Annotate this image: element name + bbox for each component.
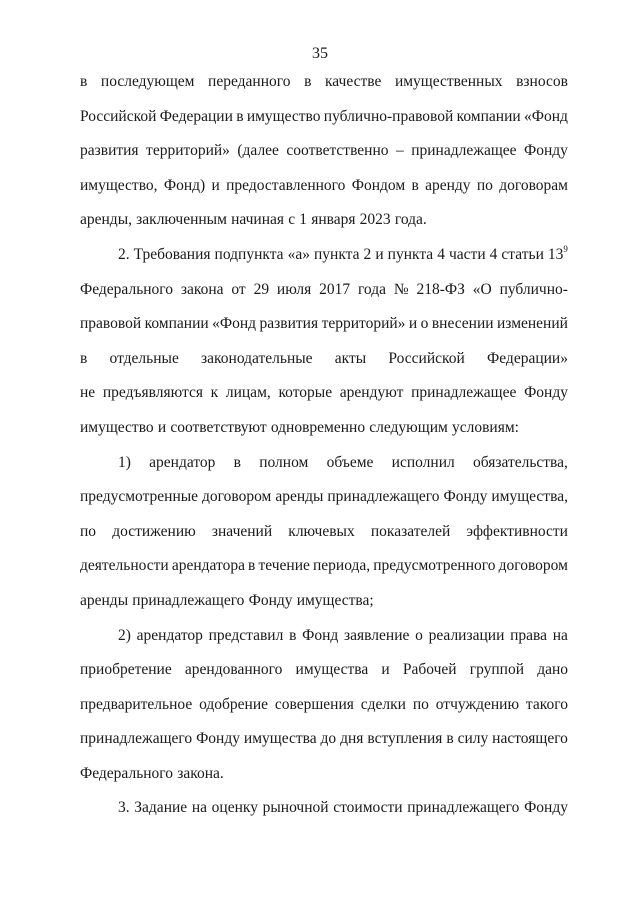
word: Фонду <box>524 142 568 160</box>
word: качестве <box>324 73 382 90</box>
word: принадлежащего <box>80 730 193 748</box>
word: $13^9$ <box>547 243 568 263</box>
word: в <box>80 73 88 90</box>
text-line <box>80 653 568 688</box>
text-line <box>80 342 568 377</box>
page-number: 35 <box>312 45 328 62</box>
word: Фондом <box>351 176 406 194</box>
word: января <box>311 211 356 229</box>
text-line <box>80 619 568 654</box>
word: течение <box>258 557 310 575</box>
word: приобретение <box>80 661 172 679</box>
word: Федерального <box>80 764 174 782</box>
word: достижению <box>112 522 196 540</box>
word: и <box>381 661 390 679</box>
word: силу <box>457 730 489 748</box>
word: по <box>412 695 429 713</box>
word: соответствуют <box>170 418 267 436</box>
word: развития <box>259 315 319 333</box>
word: полном <box>259 453 309 471</box>
word: объеме <box>326 453 374 471</box>
text-line <box>80 411 568 446</box>
word: стоимости <box>333 799 403 817</box>
word: года. <box>394 211 427 229</box>
word: правовой <box>80 315 142 333</box>
word: акты <box>334 349 367 367</box>
word: Фонд) <box>163 176 206 194</box>
word: «О <box>472 280 492 298</box>
word: в <box>289 626 297 644</box>
word: от <box>231 280 246 298</box>
word: настоящего <box>492 730 568 748</box>
word: 1) <box>118 453 131 471</box>
word: публично-правовой <box>323 107 454 125</box>
word: арендатор <box>136 626 203 644</box>
word: предусмотренного <box>373 557 496 575</box>
text-line <box>80 134 568 169</box>
word: компании <box>456 107 521 125</box>
text-line <box>80 307 568 342</box>
word: и <box>375 245 384 263</box>
word: 2023 <box>359 211 391 229</box>
word: в <box>233 453 241 471</box>
word: Российской <box>388 349 465 367</box>
word: Рабочей <box>402 661 457 679</box>
word: с <box>288 211 296 229</box>
word: внесении <box>431 315 494 333</box>
word: дня <box>340 730 364 748</box>
word: публично- <box>499 280 568 298</box>
word: пункта <box>387 245 434 263</box>
word: «Фонд <box>523 107 568 125</box>
word: 3. <box>118 799 130 817</box>
word: по <box>80 522 97 540</box>
word: 2. <box>118 245 130 263</box>
word: к <box>210 384 219 402</box>
text-line <box>80 480 568 515</box>
word: договорам <box>499 176 568 194</box>
word: договором <box>202 488 272 506</box>
word: заключенным <box>136 211 227 229</box>
word: предоставленного <box>226 176 346 194</box>
word: имущество <box>80 418 154 436</box>
text-line <box>80 273 568 308</box>
word: группой <box>469 661 525 679</box>
word: оценку <box>211 799 258 817</box>
word: арендованного <box>184 661 283 679</box>
word: 4 <box>437 245 445 263</box>
text-line <box>80 757 568 792</box>
word: территорий» <box>321 315 406 333</box>
word: о <box>420 315 429 333</box>
word: в <box>446 730 454 748</box>
word: 29 <box>253 280 270 298</box>
word: договором <box>498 557 568 575</box>
word: Фонду <box>196 730 240 748</box>
word: имущество, <box>80 176 158 194</box>
word: лицам, <box>225 384 271 402</box>
word: 2 <box>363 245 372 263</box>
word: «Фонд <box>212 315 257 333</box>
word: последующем <box>100 73 195 90</box>
word: реализации <box>428 626 505 644</box>
document-body <box>80 65 568 826</box>
word: принадлежащее <box>411 142 517 160</box>
word: отчуждению <box>435 695 520 713</box>
word: 2) <box>118 626 131 644</box>
word: Фонду <box>524 799 568 817</box>
word: арендатор <box>149 453 216 471</box>
word: части <box>448 245 486 263</box>
word: рыночной <box>262 799 329 817</box>
word: предусмотренные <box>80 488 199 506</box>
word: в <box>236 107 244 125</box>
word: до <box>320 730 337 748</box>
word: соответственно <box>286 142 389 160</box>
text-line <box>80 238 568 273</box>
word: в <box>411 176 419 194</box>
word: Федерации» <box>487 349 568 367</box>
word: предъявляются <box>102 384 203 402</box>
text-line <box>80 515 568 550</box>
word: представил <box>208 626 284 644</box>
text-line <box>80 169 568 204</box>
word: переданного <box>208 73 291 90</box>
word: – <box>396 142 404 160</box>
word: закона. <box>177 764 224 782</box>
word: № <box>393 280 409 298</box>
word: имущества; <box>296 591 374 609</box>
word: вступления <box>367 730 443 748</box>
word: одобрение <box>199 695 269 713</box>
word: эффективности <box>466 522 568 540</box>
word: подпункта <box>214 245 284 263</box>
word: 1 <box>299 211 308 229</box>
word: совершения <box>274 695 354 713</box>
word: условиям: <box>451 418 519 436</box>
word: одновременно <box>270 418 366 436</box>
word: Федерации <box>159 107 233 125</box>
word: Федерального <box>80 280 174 298</box>
word: в <box>248 557 256 575</box>
word: принадлежащего <box>327 488 440 506</box>
word: о <box>415 626 423 644</box>
word: территорий» <box>146 142 230 160</box>
word: показателей <box>370 522 451 540</box>
word: арендуют <box>339 384 404 402</box>
word: июля <box>276 280 312 298</box>
superscript: 9 <box>563 243 568 254</box>
word: обязательства, <box>472 453 568 471</box>
word: на <box>191 799 208 817</box>
word: Требования <box>133 245 211 263</box>
word: значений <box>211 522 273 540</box>
word: имущество <box>246 107 321 125</box>
word: в <box>304 73 312 90</box>
word: 2017 <box>319 280 351 298</box>
word: и <box>211 176 220 194</box>
word: Российской <box>80 107 157 125</box>
word: деятельности <box>80 557 169 575</box>
word: законодательные <box>201 349 313 367</box>
text-line <box>80 722 568 757</box>
text-line <box>80 65 568 100</box>
text-line <box>80 549 568 584</box>
word: дано <box>537 661 568 679</box>
word: отдельные <box>109 349 179 367</box>
text-line <box>80 584 568 619</box>
word: имущества <box>243 730 317 748</box>
word: аренду <box>425 176 471 194</box>
word: сделки <box>360 695 406 713</box>
word: на <box>552 626 568 644</box>
word: 218-ФЗ <box>416 280 465 298</box>
word: начиная <box>231 211 285 229</box>
text-line <box>80 446 568 481</box>
word: такого <box>525 695 568 713</box>
text-line <box>80 688 568 723</box>
word: года <box>357 280 386 298</box>
word: следующим <box>369 418 448 436</box>
word: Фонд <box>302 626 339 644</box>
word: имущества <box>295 661 369 679</box>
word: не <box>80 384 96 402</box>
word: Фонду <box>443 488 488 506</box>
word: по <box>476 176 493 194</box>
word: аренды, <box>80 211 132 229</box>
word: принадлежащего <box>407 799 520 817</box>
word: Фонду <box>524 384 568 402</box>
word: Задание <box>134 799 188 817</box>
word: изменений <box>497 315 568 333</box>
text-line <box>80 791 568 826</box>
word: пункта <box>314 245 360 263</box>
word: компании <box>144 315 209 333</box>
text-line <box>80 376 568 411</box>
word: заявление <box>344 626 410 644</box>
word: которые <box>278 384 333 402</box>
word: имущественных <box>394 73 503 90</box>
word: (далее <box>237 142 279 160</box>
word: права <box>510 626 548 644</box>
word: статьи <box>501 245 544 263</box>
text-line <box>80 100 568 135</box>
word: закона <box>180 280 224 298</box>
text-line <box>80 203 568 238</box>
word: предварительное <box>80 695 193 713</box>
word: и <box>408 315 418 333</box>
word: развития <box>80 142 139 160</box>
word: арендатора <box>171 557 245 575</box>
word: Фонду <box>248 591 293 609</box>
word: имущества, <box>491 488 568 506</box>
word: и <box>157 418 167 436</box>
word: принадлежащего <box>132 591 245 609</box>
word: «а» <box>287 245 310 263</box>
word: исполнил <box>391 453 455 471</box>
word: аренды <box>80 591 129 609</box>
word: в <box>80 349 88 367</box>
word: аренды <box>275 488 324 506</box>
word: 4 <box>489 245 498 263</box>
word: ключевых <box>288 522 355 540</box>
word: принадлежащее <box>411 384 517 402</box>
word: взносов <box>516 73 568 90</box>
word: периода, <box>312 557 371 575</box>
